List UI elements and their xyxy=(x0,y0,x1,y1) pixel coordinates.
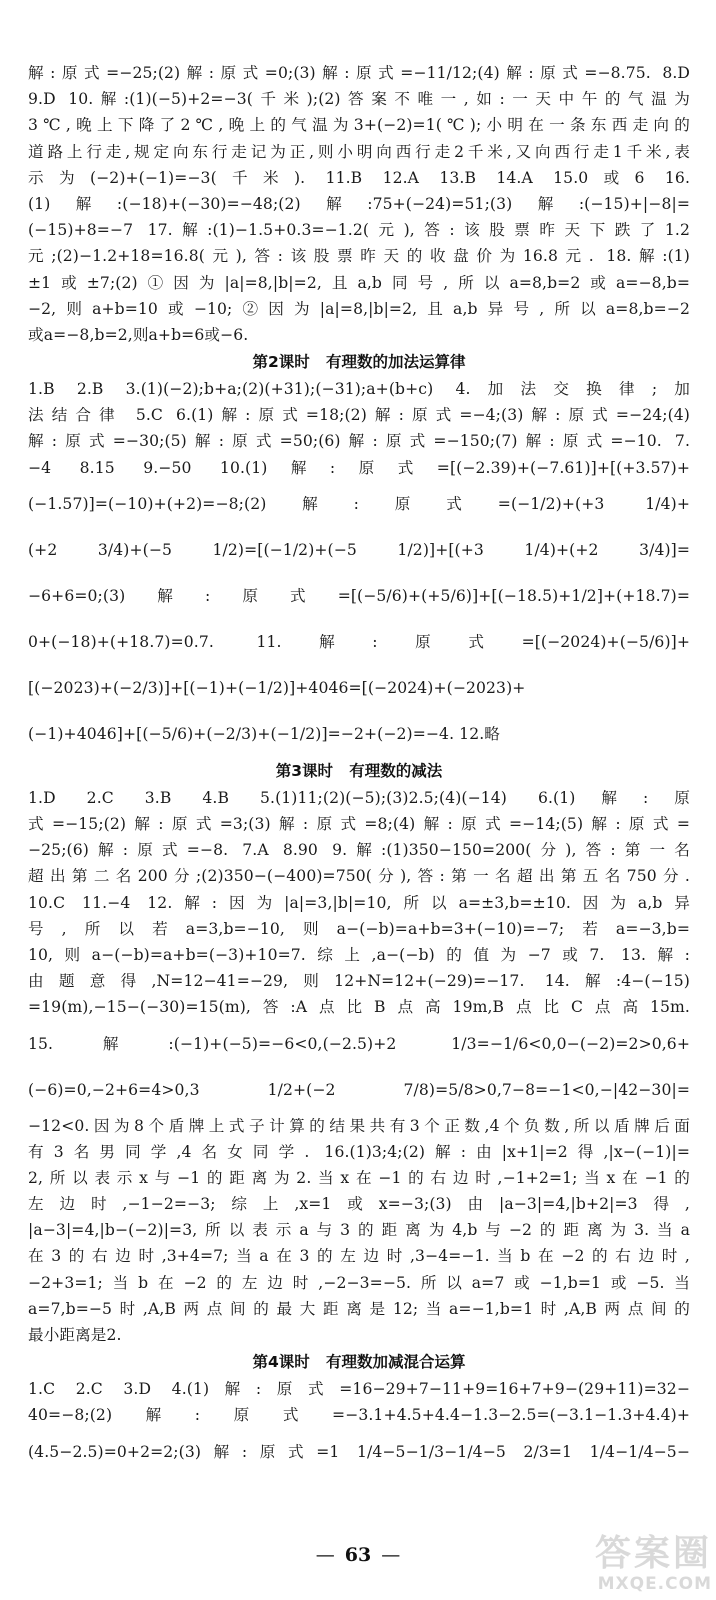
text-line: 40=−8;(2)解:原式=−3.1+4.5+4.4−1.3−2.5=(−3.1−1.3+4.4)+ xyxy=(28,1406,690,1425)
text-line: 示为(−2)+(−1)=−3(千米). 11.B 12.A 13.B 14.A 15.0或6 16. xyxy=(28,168,690,187)
text-line: 1.B 2.B 3.(1)(−2);b+a;(2)(+31);(−31);a+(b+c) 4.加法交换律;加 xyxy=(28,380,690,399)
text-line: (−1.57)]=(−10)+(+2)=−8;(2)解:原式=(−1/2)+(+3 1/4)+ xyxy=(28,494,690,513)
watermark-logo-text: 答案圈 xyxy=(594,1533,712,1574)
text-line: =19(m),−15−(−30)=15(m),答:A点比B点高19m,B点比C点高15m. xyxy=(28,998,690,1017)
section-heading-lesson-4: 第4课时 有理数加减混合运算 xyxy=(252,1353,466,1372)
text-line: 3℃,晚上下降了2℃,晚上的气温为3+(−2)=1(℃);小明在一条东西走向的 xyxy=(28,116,690,135)
text-line: −25;(6)解:原式=−8. 7.A 8.90 9.解:(1)350−150=200(分),答:第一名 xyxy=(28,841,690,860)
text-line: 1.C 2.C 3.D 4.(1)解:原式=16−29+7−11+9=16+7+9−(29+11)=32− xyxy=(28,1380,690,1399)
page-number-dash-left-icon: — xyxy=(315,1544,335,1566)
text-line: (1)解:(−18)+(−30)=−48;(2)解:75+(−24)=51;(3)解:(−15)+|−8|= xyxy=(28,194,690,213)
text-line: −6+6=0;(3)解:原式=[(−5/6)+(+5/6)]+[(−18.5)+1/2]+(+18.7)= xyxy=(28,586,690,605)
text-line: (−15)+8=−7 17.解:(1)−1.5+0.3=−1.2(元),答:该股票昨天下跌了1.2 xyxy=(28,221,690,240)
text-line: 最小距离是2. xyxy=(28,1326,122,1344)
text-line: 解:原式=−30;(5)解:原式=50;(6)解:原式=−150;(7)解:原式=−10. 7. xyxy=(28,432,690,451)
site-watermark xyxy=(536,1534,712,1596)
text-line: −12<0.因为8个盾牌上式子计算的结果共有3个正数,4个负数,所以盾牌后面 xyxy=(28,1116,690,1135)
text-line: 超出第二名200分;(2)350−(−400)=750(分),答:第一名超出第五名750分. xyxy=(28,867,690,886)
text-line: 在3的右边时,3+4=7;当a在3的左边时,3−4=−1.当b在−2的右边时, xyxy=(28,1247,690,1266)
text-line: 左边时,−1−2=−3;综上,x=1或x=−3;(3)由|a−3|=4,|b+2|=3得, xyxy=(28,1195,690,1214)
text-line: (4.5−2.5)=0+2=2;(3)解:原式=1 1/4−5−1/3−1/4−5 2/3=1 1/4−1/4−5− xyxy=(28,1442,690,1461)
text-line: 2,所以表示x与−1的距离为2.当x在−1的右边时,−1+2=1;当x在−1的 xyxy=(28,1168,690,1187)
text-line: (+2 3/4)+(−5 1/2)=[(−1/2)+(−5 1/2)]+[(+3 1/4)+(+2 3/4)]= xyxy=(28,540,690,559)
section-heading-lesson-3: 第3课时 有理数的减法 xyxy=(275,761,443,780)
watermark-domain: MXQE.COM xyxy=(597,1574,712,1594)
text-line: 解:原式=−25;(2)解:原式=0;(3)解:原式=−11/12;(4)解:原式=−8.75. 8.D xyxy=(28,64,690,82)
text-line: 式=−15;(2)解:原式=3;(3)解:原式=8;(4)解:原式=−14;(5)解:原式= xyxy=(28,815,690,833)
text-line: 或a=−8,b=2,则a+b=6或−6. xyxy=(28,325,249,344)
text-line: a=7,b=−5时,A,B两点间的最大距离是12;当a=−1,b=1时,A,B两点间的 xyxy=(28,1299,690,1318)
text-line: [(−2023)+(−2/3)]+[(−1)+(−1/2)]+4046=[(−2024)+(−2023)+ xyxy=(28,678,526,697)
text-line: 元;(2)−1.2+18=16.8(元),答:该股票昨天的收盘价为16.8元. 18.解:(1) xyxy=(28,247,690,266)
page-number-dash-right-icon: — xyxy=(381,1544,401,1566)
text-line: (−1)+4046]+[(−5/6)+(−2/3)+(−1/2)]=−2+(−2)=−4. 12.略 xyxy=(28,724,500,743)
text-line: 10.C 11.−4 12.解:因为|a|=3,|b|=10,所以a=±3,b=±10.因为a,b异 xyxy=(28,893,690,912)
text-line: 有3名男同学,4名女同学. 16.(1)3;4;(2)解:由|x+1|=2得,|x−(−1)|= xyxy=(28,1142,690,1161)
text-line: 道路上行走,规定向东行走记为正,则小明向西行走2千米,又向西行走1千米,表 xyxy=(28,142,690,161)
text-line: (−6)=0,−2+6=4>0,3 1/2+(−2 7/8)=5/8>0,7−8=−1<0,−|42−30|= xyxy=(28,1080,690,1099)
text-line: −4 8.15 9.−50 10.(1)解:原式=[(−2.39)+(−7.61)]+[(+3.57)+ xyxy=(28,458,690,477)
text-line: −2+3=1;当b在−2的左边时,−2−3=−5.所以a=7或−1,b=1或−5.当 xyxy=(28,1273,690,1292)
text-line: 号,所以若a=3,b=−10,则a−(−b)=a+b=3+(−10)=−7;若a=−3,b= xyxy=(28,919,690,938)
answer-content xyxy=(28,60,690,1475)
text-line: 法结合律 5.C 6.(1)解:原式=18;(2)解:原式=−4;(3)解:原式=−24;(4) xyxy=(28,406,690,425)
text-line: −2,则a+b=10或−10;②因为|a|=8,|b|=2,且a,b异号,所以a=8,b=−2 xyxy=(28,299,690,318)
page-number-value: 63 xyxy=(344,1544,372,1566)
text-line: ±1或±7;(2)①因为|a|=8,|b|=2,且a,b同号,所以a=8,b=2或a=−8,b= xyxy=(28,273,690,292)
text-line: 0+(−18)+(+18.7)=0.7. 11.解:原式=[(−2024)+(−5/6)]+ xyxy=(28,632,690,651)
section-heading-lesson-2: 第2课时 有理数的加法运算律 xyxy=(252,353,466,372)
text-line: 10,则a−(−b)=a+b=(−3)+10=7.综上,a−(−b)的值为−7或7. 13.解: xyxy=(28,945,690,964)
text-line: 15.解:(−1)+(−5)=−6<0,(−2.5)+2 1/3=−1/6<0,0−(−2)=2>0,6+ xyxy=(28,1034,690,1053)
text-line: 1.D 2.C 3.B 4.B 5.(1)11;(2)(−5);(3)2.5;(4)(−14) 6.(1)解:原 xyxy=(28,788,690,807)
text-line: 由题意得,N=12−41=−29,则12+N=12+(−29)=−17. 14.解:4−(−15) xyxy=(28,972,690,991)
text-line: 9.D 10.解:(1)(−5)+2=−3(千米);(2)答案不唯一,如:一天中午的气温为 xyxy=(28,90,690,109)
text-line: |a−3|=4,|b−(−2)|=3,所以表示a与3的距离为4,b与−2的距离为3.当a xyxy=(28,1221,690,1240)
